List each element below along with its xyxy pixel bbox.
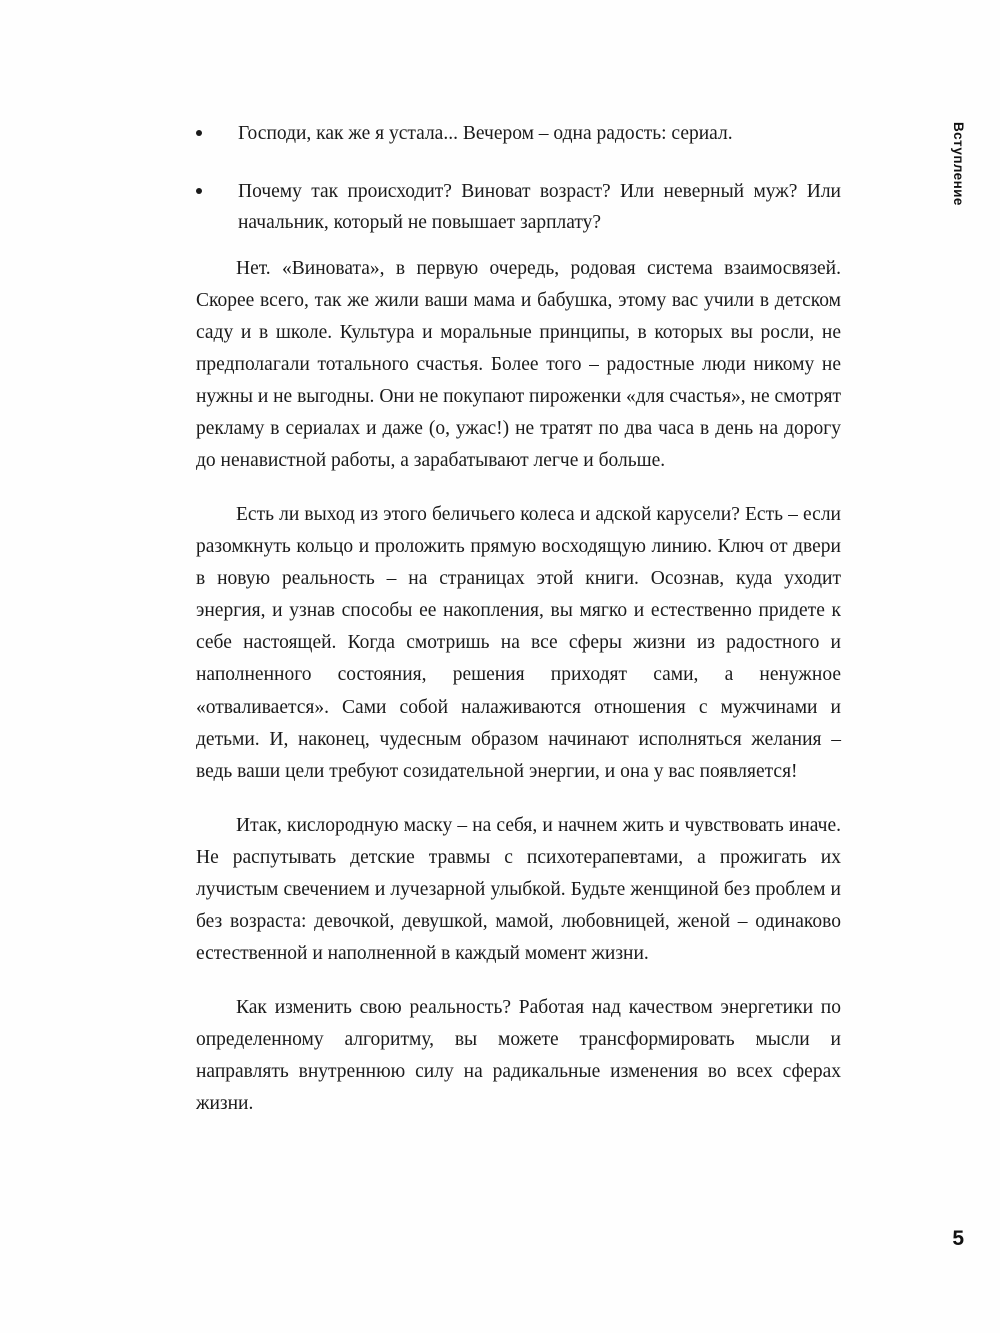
page-number: 5 (952, 1227, 964, 1250)
body-paragraph-4: Как изменить свою реальность? Работая над качеством энергетики по определенному алгоритму, вы можете трансформировать мысли и направлять внутреннюю силу на радикальные изменения во всех сферах жизни. (196, 997, 841, 1115)
list-item (196, 176, 841, 239)
list-item (196, 118, 841, 150)
body-paragraph-3: Итак, кислородную маску – на себя, и начнем жить и чувствовать иначе. Не распутывать детские травмы с психотерапевтами, а прожигать их лучистым свечением и лучезарной улыбкой. Будьте женщиной без проблем и без возраста: девочкой, девушкой, мамой, любовницей, женой – одинаково естественной и наполненной в каждый момент жизни. (196, 814, 841, 964)
list-item-text: Почему так происходит? Виноват возраст? Или неверный муж? Или начальник, который не повышает зарплату? (238, 180, 841, 234)
running-head-section-label: Вступление (951, 122, 966, 206)
list-item-text: Господи, как же я устала... Вечером – одна радость: сериал. (238, 123, 733, 144)
body-paragraph-1: Нет. «Виновата», в первую очередь, родовая система взаимосвязей. Скорее всего, так же жили ваши мама и бабушка, этому вас учили в детском саду и в школе. Культура и моральные принципы, в которых вы росли, не предполагали тотального счастья. Более того – радостные люди никому не нужны и не выгодны. Они не покупают пироженки «для счастья», не смотрят рекламу в сериалах и даже (о, ужас!) не тратят по два часа в день на дорогу до ненавистной работы, а зарабатывают легче и больше. (196, 257, 841, 472)
page-text-body (196, 118, 841, 1120)
bullet-dot-icon (196, 188, 202, 194)
complaint-bullet-list (196, 118, 841, 239)
bullet-dot-icon (196, 130, 202, 136)
body-paragraph-2: Есть ли выход из этого беличьего колеса и адской карусели? Есть – если разомкнуть кольцо и проложить прямую восходящую линию. Ключ от двери в новую реальность – на страницах этой книги. Осознав, куда уходит энергия, и узнав способы ее накопления, вы мягко и естественно придете к себе настоящей. Когда смотришь на все сферы жизни из радостного и наполненного состояния, решения приходят сами, а ненужное «отваливается». Сами собой налаживаются отношения с мужчинами и детьми. И, наконец, чудесным образом начинают исполняться желания – ведь ваши цели требуют созидательной энергии, и она у вас появляется! (196, 504, 841, 782)
